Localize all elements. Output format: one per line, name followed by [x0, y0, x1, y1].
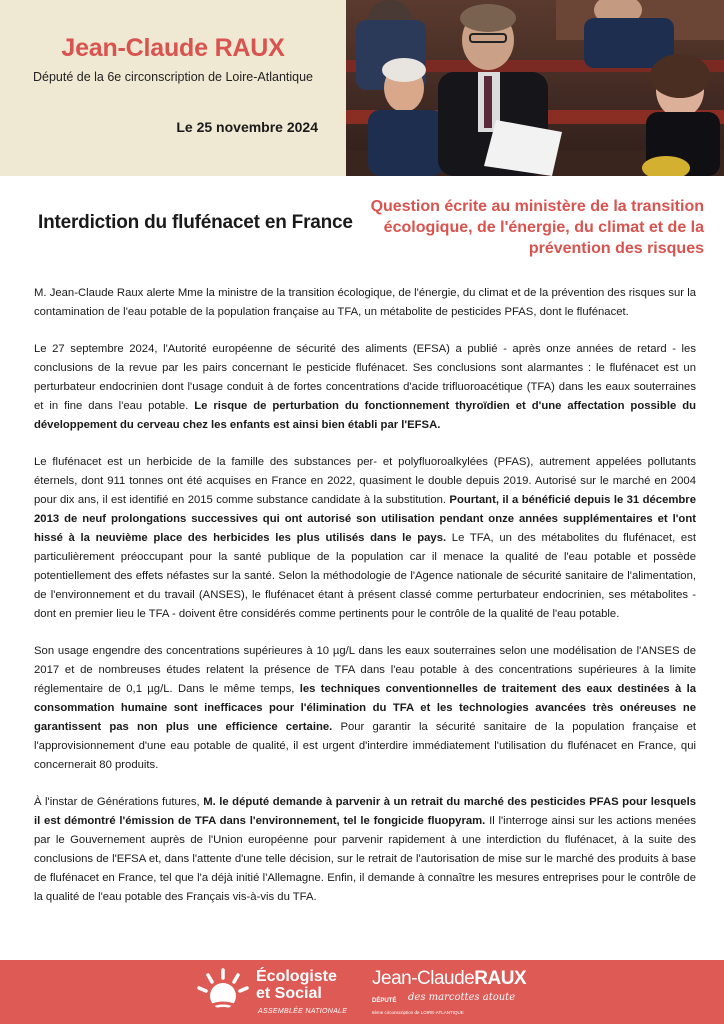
paragraph: [34, 284, 696, 322]
logo-name: [372, 968, 526, 990]
text-run: À l'instar de Générations futures,: [34, 796, 204, 808]
party-name: [256, 968, 337, 1002]
text-run: M. Jean-Claude Raux alerte Mme la ministre de la transition écologique, de l'énergie, du climat et de la prévention des risques sur la contamination de l'eau potable de la population française au TFA, un métabolite de pesticides PFAS, dont le flufénacet.: [34, 287, 696, 318]
paragraph: [34, 793, 696, 907]
text-run: Le TFA, un des métabolites du flufénacet, est particulièrement préoccupant pour la santé publique de la population car il menace la qualité de l'eau potable et possède potentiellement des effets néfastes sur la santé. Selon la méthodologie de l'Agence nationale de sécurité sanitaire de l'alimentation, de l'environnement et du travail (ANSES), le flufénacet étant à présent classé comme perturbateur endocrinien, ses métabolites - dont en premier lieu le TFA - doivent être considérés comme pertinents pour le contrôle de la qualité de l'eau potable.: [34, 532, 696, 620]
logo-role: DÉPUTÉ: [372, 998, 397, 1004]
paragraph: [34, 642, 696, 775]
paragraph: [34, 453, 696, 624]
question-heading: Question écrite au ministère de la transition écologique, de l'énergie, du climat et de la prévention des risques: [370, 198, 704, 257]
logo-signature: des marcottes atoute: [408, 992, 516, 1003]
text-run: Le flufénacet est un herbicide de la famille des substances per- et polyfluoroalkylées (PFAS), autrement appelées pollutants éternels, dont 911 tonnes ont été acquises en France en 2022, quasiment le double depuis 2019. Autorisé sur le marché en 2004 pour dix ans, il est identifié en 2015 comme substance candidate à la substitution.: [34, 456, 696, 506]
ecologiste-sun-icon: [196, 966, 250, 1020]
document-title: Interdiction du flufénacet en France: [38, 212, 353, 233]
text-run: Son usage engendre des concentrations supérieures à 10 µg/L dans les eaux souterraines selon une modélisation de l'ANSES de 2017 et de nombreuses études relatent la présence de TFA dans l'eau potable à des concentrations supérieures à la limite réglementaire de 0,1 µg/L. Dans le même temps,: [34, 645, 696, 695]
text-run: Pour garantir la sécurité sanitaire de la population française et l'approvisionnement d'une eau potable de qualité, il est urgent d'interdire immédiatement l'utilisation du flufénacet en France, qui concernerait 80 produits.: [34, 721, 696, 771]
emphasis-run: les techniques conventionnelles de traitement des eaux destinées à la consommation humaine sont inefficaces pour l'élimination du TFA et les technologies avancées très onéreuses ne garantissent pas non plus une efficience certaine.: [34, 683, 696, 733]
logo-name-first: Jean-Claude: [372, 968, 475, 989]
party-name-line2: et Social: [256, 985, 322, 1002]
emphasis-run: M. le député demande à parvenir à un retrait du marché des pesticides PFAS pour lesquels il est démontré l'émission de TFA dans l'environnement, tel le fongicide fluopyram.: [34, 796, 696, 827]
emphasis-run: Pourtant, il a bénéficié depuis le 31 décembre 2013 de neuf prolongations successives qui ont autorisé son utilisation pendant onze années supplémentaires et l'ont hissé à la neuvième place des herbicides les plus utilisés dans le pays.: [34, 494, 696, 544]
paragraph: [34, 340, 696, 435]
emphasis-run: Le risque de perturbation du fonctionnement thyroïdien et d'une affectation possible du développement du cerveau chez les enfants est ainsi bien établi par l'EFSA.: [34, 400, 696, 431]
party-subtitle: ASSEMBLÉE NATIONALE: [258, 1008, 348, 1015]
deputy-name: Jean-Claude RAUX: [61, 34, 285, 62]
text-run: Il l'interroge ainsi sur les actions menées par le Gouvernement auprès de l'Union européenne pour parvenir rapidement à une interdiction du flufénacet, à la suite des conclusions de l'EFSA et, dans l'attente d'une telle décision, sur le retrait de l'autorisation de mise sur le marché des produits à base de flufénacet en France, tel que l'a déjà initié l'Allemagne. Enfin, il demande à connaître les mesures entreprises pour le contrôle de la qualité de l'eau potable des Français vis-à-vis du TFA.: [34, 815, 696, 903]
document-date: Le 25 novembre 2024: [176, 119, 318, 135]
page-header: [0, 0, 724, 176]
deputy-logo: [372, 968, 527, 1015]
logo-circonscription: 6ème circonscription de LOIRE-ATLANTIQUE: [372, 1010, 464, 1015]
document-body: [34, 284, 696, 925]
assembly-photo: [346, 0, 724, 176]
page-footer: [0, 960, 724, 1024]
logo-name-last: RAUX: [474, 968, 527, 989]
deputy-subtitle: Député de la 6e circonscription de Loire-Atlantique: [32, 70, 314, 84]
party-name-line1: Écologiste: [256, 968, 337, 985]
text-run: Le 27 septembre 2024, l'Autorité européenne de sécurité des aliments (EFSA) a publié - après onze années de retard - les conclusions de la revue par les pairs concernant le pesticide flufénacet. Ses conclusions sont alarmantes : le flufénacet est un perturbateur endocrinien dont l'usage conduit à de fortes concentrations d'acide trifluoroacétique (TFA) dans les eaux souterraines et in fine dans l'eau potable.: [34, 343, 696, 412]
header-info-panel: [0, 0, 346, 176]
